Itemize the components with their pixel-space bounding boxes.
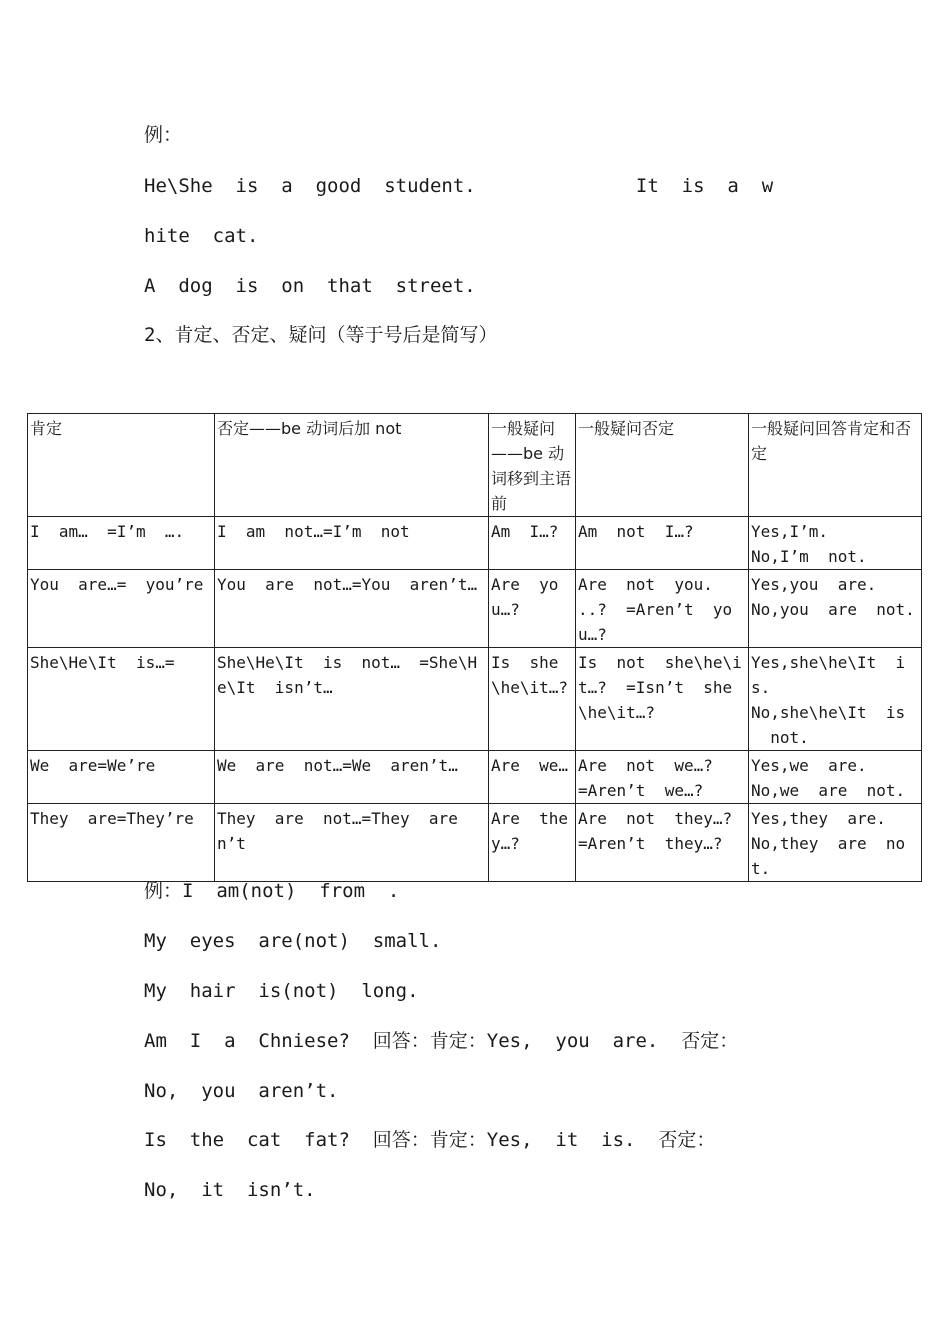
- table-cell: We are not…=We aren’t…: [215, 751, 489, 804]
- header-question: 一般疑问——be 动词移到主语前: [489, 414, 576, 517]
- example-line-4: Am I a Chniese? 回答：肯定：Yes, you are. 否定：: [144, 1030, 739, 1052]
- table-row: [28, 570, 922, 648]
- example-line-1: 例：I am(not) from .: [144, 880, 400, 902]
- table-cell: Yes,she\he\It is. No,she\he\It is not.: [749, 648, 922, 751]
- section-heading: 2、肯定、否定、疑问（等于号后是简写）: [144, 324, 498, 346]
- example-line-5: No, you aren’t.: [144, 1080, 339, 1102]
- table-cell: Are not we…? =Aren’t we…?: [576, 751, 749, 804]
- table-cell: Is not she\he\it…? =Isn’t she\he\it…?: [576, 648, 749, 751]
- header-negative: 否定——be 动词后加 not: [215, 414, 489, 517]
- example-line-7: No, it isn’t.: [144, 1179, 316, 1201]
- header-answers: 一般疑问回答肯定和否定: [749, 414, 922, 517]
- table-cell: You are not…=You aren’t…: [215, 570, 489, 648]
- example-sentence-2: A dog is on that street.: [144, 275, 476, 297]
- example-sentence-1b: hite cat.: [144, 225, 259, 247]
- table-cell: Are you…?: [489, 570, 576, 648]
- table-cell: Are we…: [489, 751, 576, 804]
- table-cell: I am… =I’m ….: [28, 517, 215, 570]
- header-affirmative: 肯定: [28, 414, 215, 517]
- table-header-row: [28, 414, 922, 517]
- table-cell: We are=We’re: [28, 751, 215, 804]
- table-cell: Are they…?: [489, 804, 576, 882]
- table-cell: They are=They’re: [28, 804, 215, 882]
- table-row: [28, 804, 922, 882]
- example-line-3: My hair is(not) long.: [144, 980, 419, 1002]
- table-cell: Is she\he\it…?: [489, 648, 576, 751]
- table-cell: Yes,I’m. No,I’m not.: [749, 517, 922, 570]
- header-negative-question: 一般疑问否定: [576, 414, 749, 517]
- table-cell: Are not they…? =Aren’t they…?: [576, 804, 749, 882]
- table-cell: Yes,you are. No,you are not.: [749, 570, 922, 648]
- example-line-6: Is the cat fat? 回答：肯定：Yes, it is. 否定：: [144, 1129, 716, 1151]
- table-row: [28, 648, 922, 751]
- table-cell: Are not you. ..? =Aren’t you…?: [576, 570, 749, 648]
- table-cell: I am not…=I’m not: [215, 517, 489, 570]
- table-cell: Yes,we are. No,we are not.: [749, 751, 922, 804]
- table-row: [28, 751, 922, 804]
- example-label: 例：: [144, 124, 183, 146]
- table-cell: Am not I…?: [576, 517, 749, 570]
- table-cell: She\He\It is not… =She\He\It isn’t…: [215, 648, 489, 751]
- example-line-2: My eyes are(not) small.: [144, 930, 442, 952]
- table-cell: She\He\It is…=: [28, 648, 215, 751]
- table-cell: You are…= you’re: [28, 570, 215, 648]
- table-row: [28, 517, 922, 570]
- example-sentence-1a: He\She is a good student. It is a w: [144, 175, 774, 197]
- table-cell: Yes,they are. No,they are not.: [749, 804, 922, 882]
- grammar-table: [27, 413, 922, 882]
- table-cell: Am I…?: [489, 517, 576, 570]
- table-cell: They are not…=They aren’t: [215, 804, 489, 882]
